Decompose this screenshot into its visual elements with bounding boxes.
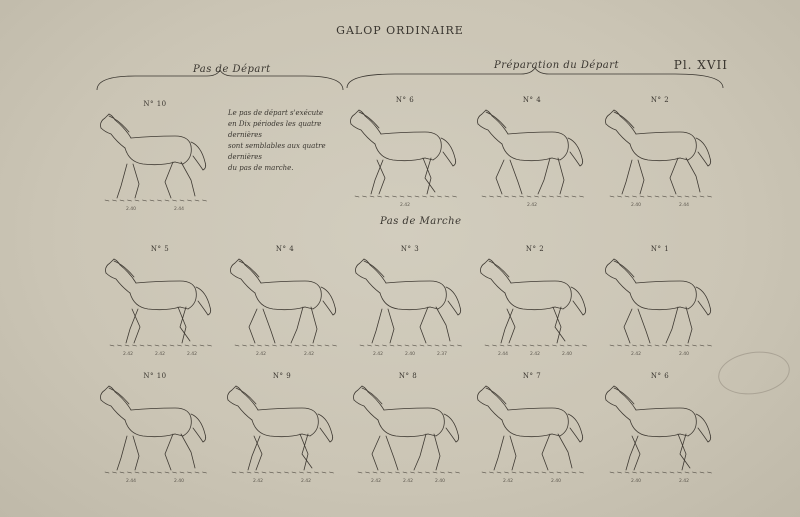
stride-measures	[612, 352, 708, 357]
stride-measures	[107, 479, 203, 484]
stride-measure: 2.37	[436, 352, 448, 357]
stride-measure: 2.42	[303, 352, 315, 357]
figure-number: N° 6	[650, 372, 670, 380]
stride-measure: 2.40	[630, 203, 642, 208]
horse-drawing	[472, 102, 592, 202]
stride-measure: 2.42	[399, 203, 411, 208]
horse-figure	[348, 372, 468, 484]
stride-measure: 2.42	[402, 479, 414, 484]
stride-measure: 2.40	[173, 479, 185, 484]
stride-measures	[612, 203, 708, 208]
note-line: en Dix périodes les quatre dernières	[228, 120, 322, 139]
horse-figure	[225, 245, 345, 357]
figure-number: N° 1	[650, 245, 670, 253]
note-line: du pas de marche.	[228, 164, 294, 172]
stride-measures	[612, 479, 708, 484]
depart-note	[228, 108, 346, 174]
brace-preparation	[345, 68, 725, 92]
stride-measures	[487, 352, 583, 357]
horse-drawing	[475, 251, 595, 351]
horse-figure	[100, 245, 220, 357]
stride-measure: 2.40	[434, 479, 446, 484]
horse-drawing	[225, 251, 345, 351]
stride-measure: 2.42	[526, 203, 538, 208]
section-label-depart: Pas de Départ	[193, 64, 271, 75]
stride-measure: 2.42	[502, 479, 514, 484]
horse-figure	[475, 245, 595, 357]
stride-measures	[357, 203, 453, 208]
stride-measure: 2.42	[122, 352, 134, 357]
horse-figure	[472, 96, 592, 208]
figure-number: N° 10	[143, 100, 167, 108]
horse-figure	[600, 96, 720, 208]
stride-measure: 2.44	[125, 479, 137, 484]
stride-measure: 2.40	[630, 479, 642, 484]
horse-figure	[472, 372, 592, 484]
figure-number: N° 2	[525, 245, 545, 253]
brace-depart	[95, 70, 345, 94]
figure-number: N° 8	[398, 372, 418, 380]
stride-measure: 2.42	[255, 352, 267, 357]
stride-measures	[362, 352, 458, 357]
horse-drawing	[472, 378, 592, 478]
figure-number: N° 7	[522, 372, 542, 380]
figure-number: N° 9	[272, 372, 292, 380]
plate-title: GALOP ORDINAIRE	[336, 24, 464, 37]
library-stamp	[715, 347, 792, 399]
horse-figure	[350, 245, 470, 357]
stride-measures	[112, 352, 208, 357]
stride-measure: 2.40	[125, 207, 137, 212]
stride-measure: 2.40	[678, 352, 690, 357]
horse-figure	[600, 372, 720, 484]
stride-measures	[484, 479, 580, 484]
stride-measures	[107, 207, 203, 212]
section-label-preparation: Préparation du Départ	[494, 60, 620, 71]
stride-measure: 2.40	[404, 352, 416, 357]
stride-measure: 2.44	[678, 203, 690, 208]
horse-drawing	[95, 378, 215, 478]
stride-measure: 2.42	[630, 352, 642, 357]
stride-measures	[234, 479, 330, 484]
horse-drawing	[345, 102, 465, 202]
figure-number: N° 5	[150, 245, 170, 253]
horse-drawing	[350, 251, 470, 351]
figure-number: N° 2	[650, 96, 670, 104]
horse-figure	[345, 96, 465, 208]
stride-measure: 2.42	[252, 479, 264, 484]
horse-drawing	[100, 251, 220, 351]
note-line: sont semblables aux quatre dernières	[228, 142, 326, 161]
figure-number: N° 3	[400, 245, 420, 253]
figure-number: N° 10	[143, 372, 167, 380]
horse-figure	[95, 100, 215, 212]
horse-drawing	[600, 378, 720, 478]
horse-drawing	[600, 102, 720, 202]
stride-measure: 2.40	[550, 479, 562, 484]
stride-measure: 2.42	[300, 479, 312, 484]
figure-number: N° 4	[522, 96, 542, 104]
horse-drawing	[95, 106, 215, 206]
stride-measures	[360, 479, 456, 484]
figure-number: N° 4	[275, 245, 295, 253]
note-line: Le pas de départ s'exécute	[228, 109, 324, 117]
stride-measure: 2.42	[529, 352, 541, 357]
figure-number: N° 6	[395, 96, 415, 104]
stride-measure: 2.44	[173, 207, 185, 212]
stride-measure: 2.42	[372, 352, 384, 357]
plate-number: Pl. XVII	[673, 58, 728, 72]
stride-measure: 2.42	[154, 352, 166, 357]
stride-measure: 2.42	[370, 479, 382, 484]
horse-drawing	[600, 251, 720, 351]
horse-figure	[95, 372, 215, 484]
stride-measure: 2.44	[497, 352, 509, 357]
stride-measure: 2.42	[186, 352, 198, 357]
section-label-marche: Pas de Marche	[380, 216, 462, 227]
horse-figure	[600, 245, 720, 357]
stride-measures	[484, 203, 580, 208]
stride-measure: 2.42	[678, 479, 690, 484]
stride-measure: 2.40	[561, 352, 573, 357]
horse-drawing	[348, 378, 468, 478]
horse-figure	[222, 372, 342, 484]
horse-drawing	[222, 378, 342, 478]
stride-measures	[237, 352, 333, 357]
